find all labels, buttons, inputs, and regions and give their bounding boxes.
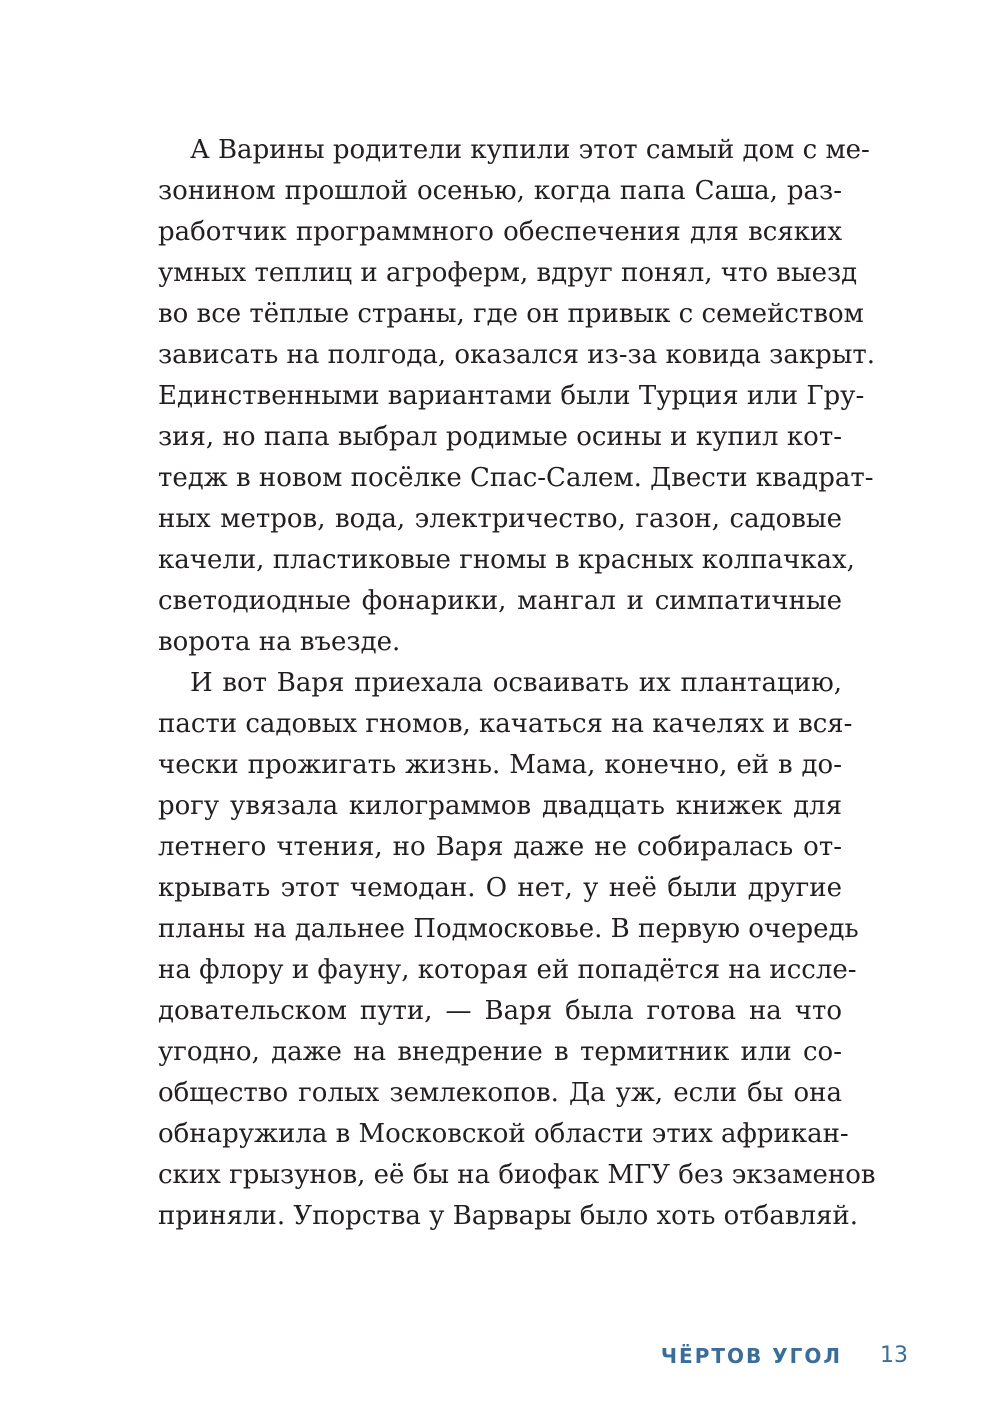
body-text — [158, 130, 876, 1237]
text-line: рогу увязала килограммов двадцать книжек для — [158, 791, 842, 821]
text-line: тедж в новом посёлке Спас-Салем. Двести квадрат- — [158, 463, 874, 493]
text-line: качели, пластиковые гномы в красных колпачках, — [158, 545, 855, 575]
text-line: приняли. Упорства у Варвары было хоть отбавляй. — [158, 1201, 858, 1231]
text-line: Единственными вариантами были Турция или Гру- — [158, 381, 865, 411]
text-line: светодиодные фонарики, мангал и симпатичные — [158, 586, 842, 616]
text-line: И вот Варя приехала осваивать их плантацию, — [190, 668, 842, 698]
text-line: ных метров, вода, электричество, газон, садовые — [158, 504, 842, 534]
text-line: работчик программного обеспечения для всяких — [158, 217, 842, 247]
text-line: угодно, даже на внедрение в термитник или со- — [158, 1037, 842, 1067]
text-line: общество голых землекопов. Да уж, если бы она — [158, 1078, 842, 1108]
text-line: во все тёплые страны, где он привык с семейством — [158, 299, 864, 329]
text-line: умных теплиц и агроферм, вдруг понял, что выезд — [158, 258, 858, 288]
text-line: на флору и фауну, которая ей попадётся на иссле- — [158, 955, 857, 985]
text-line: зависать на полгода, оказался из-за ковида закрыт. — [158, 340, 876, 370]
text-line: зия, но папа выбрал родимые осины и купил кот- — [158, 422, 842, 452]
running-title: ЧЁРТОВ УГОЛ — [660, 1344, 842, 1368]
text-line: А Варины родители купили этот самый дом с ме- — [190, 135, 870, 165]
text-line: чески прожигать жизнь. Мама, конечно, ей в до- — [158, 750, 842, 780]
text-line: летнего чтения, но Варя даже не собиралась от- — [158, 832, 842, 862]
text-line: зонином прошлой осенью, когда папа Саша, раз- — [158, 176, 842, 206]
text-line: обнаружила в Московской области этих африкан- — [158, 1119, 849, 1149]
text-line: планы на дальнее Подмосковье. В первую очередь — [158, 914, 859, 944]
text-line: крывать этот чемодан. О нет, у неё были другие — [158, 873, 842, 903]
text-line: ворота на въезде. — [158, 627, 401, 657]
text-line: пасти садовых гномов, качаться на качелях и вся- — [158, 709, 853, 739]
paragraph-1 — [158, 130, 876, 663]
text-line: ских грызунов, её бы на биофак МГУ без экзаменов — [158, 1160, 876, 1190]
text-line: довательском пути, — Варя была готова на что — [158, 996, 842, 1026]
paragraph-2 — [158, 663, 876, 1237]
page-number: 13 — [880, 1343, 908, 1368]
